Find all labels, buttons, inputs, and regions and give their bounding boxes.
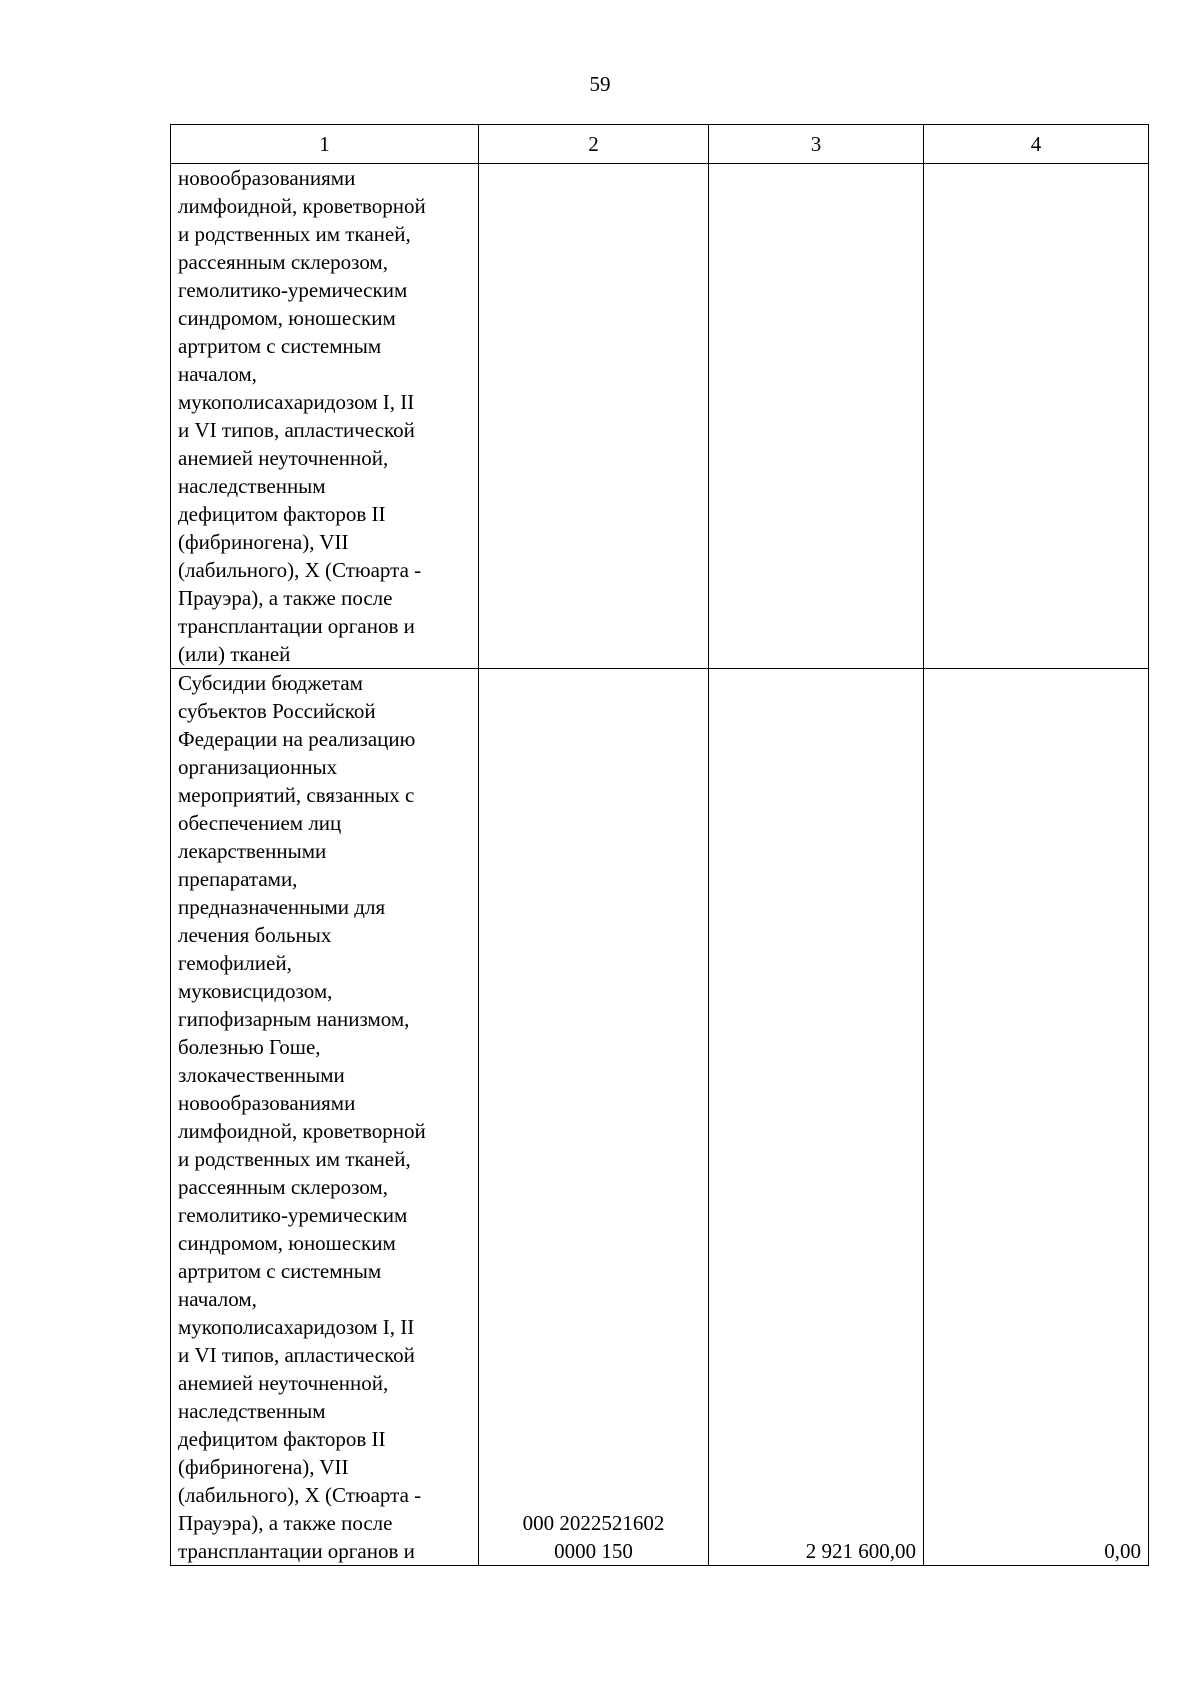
table-header-row (171, 125, 1149, 164)
table-row (171, 164, 1149, 669)
table-row (171, 669, 1149, 1566)
row-name-cell: новообразованиями лимфоидной, кроветворной и родственных им тканей, рассеянным склерозом, гемолитико-уремическим синдромом, юношеским артритом с системным началом, мукополисахаридозом I, II и VI типов, апластической анемией неуточненной, наследственным дефицитом факторов II (фибриногена), VII (лабильного), X (Стюарта - Прауэра), а также после трансплантации органов и (или) тканей (171, 164, 479, 669)
row-amount2-cell (924, 164, 1149, 669)
column-header-1: 1 (171, 125, 479, 164)
row-amount-cell: 2 921 600,00 (709, 669, 924, 1566)
row-amount-cell (709, 164, 924, 669)
column-header-2: 2 (479, 125, 709, 164)
row-name-cell: Субсидии бюджетам субъектов Российской Федерации на реализацию организационных мероприятий, связанных с обеспечением лиц лекарственными препаратами, предназначенными для лечения больных гемофилией, муковисцидозом, гипофизарным нанизмом, болезнью Гоше, злокачественными новообразованиями лимфоидной, кроветворной и родственных им тканей, рассеянным склерозом, гемолитико-уремическим синдромом, юношеским артритом с системным началом, мукополисахаридозом I, II и VI типов, апластической анемией неуточненной, наследственным дефицитом факторов II (фибриногена), VII (лабильного), X (Стюарта - Прауэра), а также после трансплантации органов и (171, 669, 479, 1566)
column-header-3: 3 (709, 125, 924, 164)
row-code-cell: 000 2022521602 0000 150 (479, 669, 709, 1566)
budget-table (170, 124, 1149, 1566)
row-code-cell (479, 164, 709, 669)
page-number: 59 (589, 72, 611, 96)
row-amount2-cell: 0,00 (924, 669, 1149, 1566)
column-header-4: 4 (924, 125, 1149, 164)
